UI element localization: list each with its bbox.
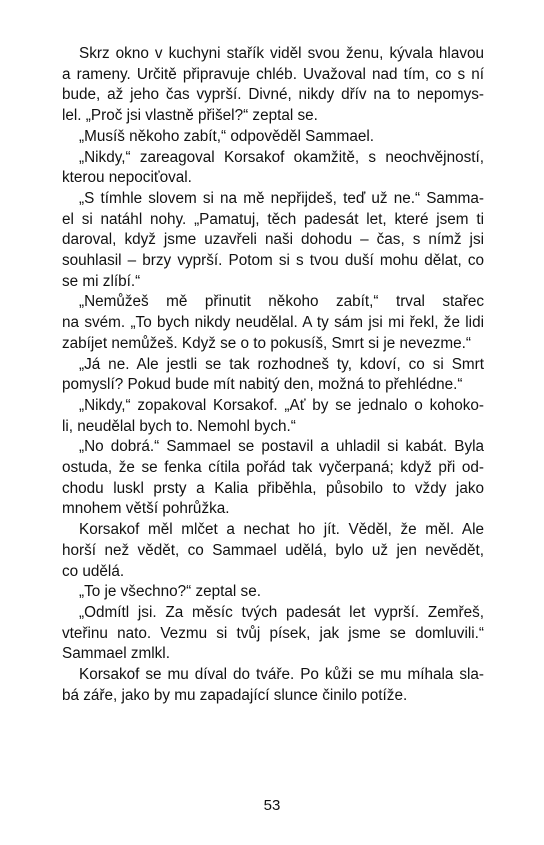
- text-line: kterou nepociťoval.: [62, 169, 192, 187]
- paragraph: [62, 603, 484, 665]
- text-line: „Nikdy,“ zopakoval Korsakof. „Ať by se jednalo o kohoko-: [79, 396, 484, 414]
- text-line: bude, až jeho čas vyprší. Divné, nikdy dřív na to nepomys-: [62, 86, 484, 104]
- text-line: daroval, když jsme uzavřeli naši dohodu – čas, s nímž jsi: [62, 231, 484, 249]
- text-line: „No dobrá.“ Sammael se postavil a uhladil si kabát. Byla: [79, 438, 484, 456]
- text-line: „Já ne. Ale jestli se tak rozhodneš ty, kdoví, co si Smrt: [79, 355, 484, 373]
- text-line: Skrz okno v kuchyni stařík viděl svou ženu, kývala hlavou: [79, 45, 484, 62]
- text-line: „S tímhle slovem si na mě nepřijdeš, teď už ne.“ Samma-: [79, 189, 484, 207]
- paragraph: [62, 396, 484, 437]
- text-line: horší než vědět, co Sammael udělá, bylo už jen nevědět,: [62, 541, 484, 559]
- text-line: zabíjet nemůžeš. Když se o to pokusíš, Smrt si je nevezme.“: [62, 334, 471, 352]
- text-line: a rameny. Určitě připravuje chléb. Uvažoval nad tím, co s ní: [62, 65, 484, 83]
- paragraph: [62, 189, 484, 293]
- text-line: „Nemůžeš mě přinutit někoho zabít,“ trval stařec: [79, 293, 484, 311]
- text-line: el si natáhl nohy. „Pamatuj, těch padesát let, které jsem ti: [62, 210, 484, 228]
- text-line: mnohem větší pohrůžka.: [62, 500, 230, 518]
- page-number: 53: [263, 797, 281, 814]
- text-line: vteřinu nato. Vezmu si tvůj písek, jak jsme se domluvili.“: [62, 624, 484, 642]
- text-line: bá záře, jako by mu zapadající slunce činilo potíže.: [62, 686, 408, 704]
- paragraph: [62, 44, 484, 127]
- text-line: Sammael zmlkl.: [62, 645, 170, 663]
- paragraph: [62, 582, 484, 603]
- paragraph: [62, 437, 484, 520]
- paragraph: [62, 148, 484, 189]
- text-line: na svém. „To bych nikdy neudělal. A ty sám jsi mi řekl, že lidi: [62, 314, 484, 332]
- text-line: „To je všechno?“ zeptal se.: [79, 583, 261, 601]
- text-line: „Musíš někoho zabít,“ odpověděl Sammael.: [79, 127, 375, 145]
- text-line: Korsakof se mu díval do tváře. Po kůži se mu míhala sla-: [79, 666, 484, 684]
- paragraph: [62, 355, 484, 396]
- text-line: lel. „Proč jsi vlastně přišel?“ zeptal se.: [62, 107, 318, 125]
- paragraph: [62, 520, 484, 582]
- text-line: Korsakof měl mlčet a nechat ho jít. Věděl, že měl. Ale: [79, 521, 484, 539]
- paragraph: [62, 292, 484, 354]
- text-line: souhlasil – brzy vyprší. Potom si s tvou duší mohu dělat, co: [62, 252, 484, 270]
- paragraph: [62, 665, 484, 706]
- body-text: [62, 44, 484, 707]
- text-line: chodu luskl prsty a Kalia přiběhla, působilo to vždy jako: [62, 479, 484, 497]
- paragraph: [62, 127, 484, 148]
- text-line: „Odmítl jsi. Za měsíc tvých padesát let vyprší. Zemřeš,: [79, 603, 484, 621]
- text-line: „Nikdy,“ zareagoval Korsakof okamžitě, s neochvějností,: [79, 148, 484, 166]
- text-line: pomyslí? Pokud bude mít nabitý den, možná to přehlédne.“: [62, 376, 463, 394]
- text-line: ostuda, že se fenka cítila pořád tak vyčerpaná; když při od-: [62, 459, 484, 477]
- text-line: li, neudělal bych to. Nemohl bych.“: [62, 417, 296, 435]
- text-line: co udělá.: [62, 562, 125, 580]
- text-line: se mi zlíbí.“: [62, 272, 141, 290]
